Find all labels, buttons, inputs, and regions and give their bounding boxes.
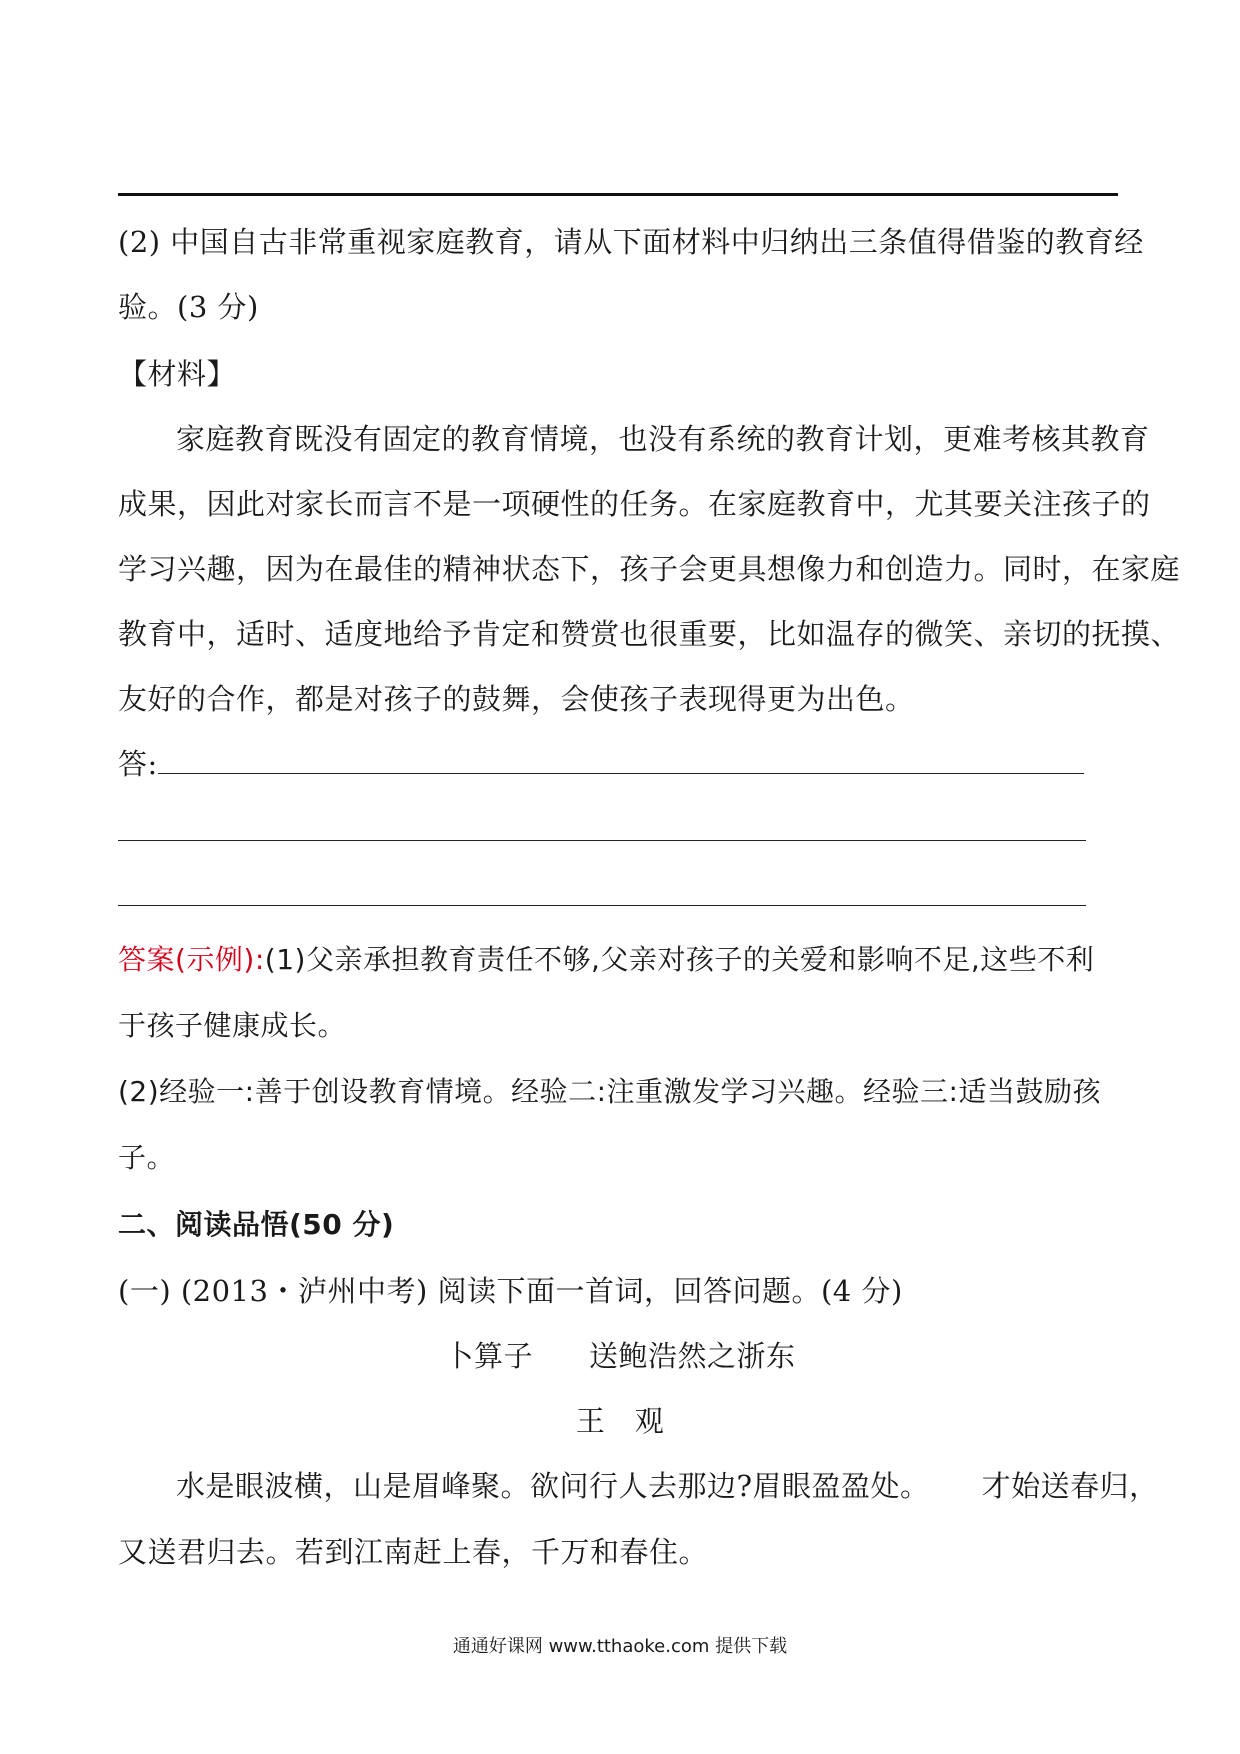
material-heading: 【材料】 (118, 357, 237, 391)
material-line: 教育中，适时、适度地给予肯定和赞赏也很重要，比如温存的微笑、亲切的抚摸、 (118, 617, 1181, 651)
material-line: 友好的合作，都是对孩子的鼓舞，会使孩子表现得更为出色。 (118, 682, 915, 716)
poem-title-subject: 送鲍浩然之浙东 (589, 1339, 796, 1373)
material-line: 学习兴趣，因为在最佳的精神状态下，孩子会更具想像力和创造力。同时，在家庭 (118, 552, 1181, 586)
footer-credit: 通通好课网 www.tthaoke.com 提供下载 (452, 1636, 788, 1657)
answer-key-line-4: 子。 (118, 1141, 176, 1174)
answer-blank-2[interactable] (118, 840, 1086, 841)
answer-key-label: 答案(示例): (118, 943, 265, 976)
answer-blank-1[interactable] (158, 745, 1084, 774)
answer-key-line-1 (118, 940, 1128, 980)
poem-author: 王 观 (575, 1404, 665, 1438)
question-2-line-1: (2) 中国自古非常重视家庭教育，请从下面材料中归纳出三条值得借鉴的教育经 (118, 225, 1144, 259)
question-2-line-2: 验。(3 分) (118, 290, 259, 324)
top-rule (118, 193, 1118, 196)
answer-prompt: 答: (118, 747, 158, 781)
answer-key-text: (1)父亲承担教育责任不够,父亲对孩子的关爱和影响不足,这些不利 (264, 943, 1095, 976)
poem-line-2: 又送君归去。若到江南赶上春，千万和春住。 (118, 1535, 709, 1569)
poem-title-tune: 卜算子 (444, 1339, 533, 1373)
answer-blank-3[interactable] (118, 905, 1086, 906)
poem-stanza-1: 水是眼波横，山是眉峰聚。欲问行人去那边?眉眼盈盈处。 (176, 1469, 930, 1503)
section-heading: 二、阅读品悟(50 分) (118, 1208, 395, 1241)
answer-key-line-2: 于孩子健康成长。 (118, 1009, 347, 1042)
poem-stanza-2-start: 才始送春归， (981, 1469, 1159, 1503)
section-subheading: (一) (2013・泸州中考) 阅读下面一首词，回答问题。(4 分) (118, 1274, 903, 1308)
material-line: 成果，因此对家长而言不是一项硬性的任务。在家庭教育中，尤其要关注孩子的 (118, 487, 1151, 521)
answer-key-line-3: (2)经验一:善于创设教育情境。经验二:注重激发学习兴趣。经验三:适当鼓励孩 (118, 1075, 1101, 1108)
poem-title (0, 1336, 1240, 1376)
material-line: 家庭教育既没有固定的教育情境，也没有系统的教育计划，更难考核其教育 (176, 422, 1150, 456)
poem-line-1 (176, 1466, 1186, 1506)
answer-row-1 (118, 744, 1128, 784)
